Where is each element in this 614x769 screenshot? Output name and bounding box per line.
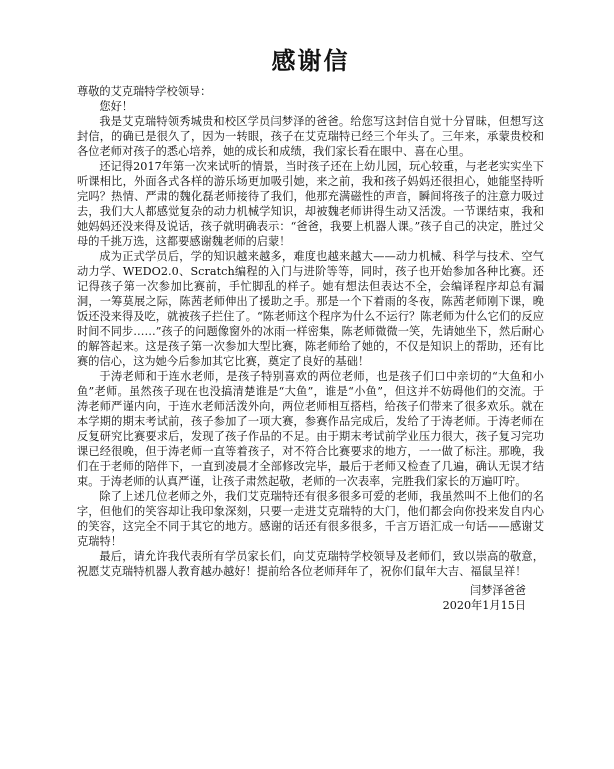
letter-body [77,114,544,579]
letter-paragraph: 最后，请允许我代表所有学员家长们，向艾克瑞特学校领导及老师们，致以崇高的敬意，祝愿艾克瑞特机器人教育越办越好！提前给各位老师拜年了，祝你们鼠年大吉、福鼠呈祥！ [77,550,544,578]
letter-date: 2020年1月15日 [442,599,526,612]
letter-paragraph: 还记得2017年第一次来试听的情景，当时孩子还在上幼儿园，玩心较重，与老老实实坐下听课相比，外面各式各样的游乐场更加吸引她，来之前，我和孩子妈妈还很担心，她能坚持听完吗？热情、严肃的魏化磊老师接待了我们，他那充满磁性的声音，瞬间将孩子的注意力吸过去，我们大人都感觉复杂的动力机械学知识，却被魏老师讲得生动又活泼。一节课结束，我和她妈妈还没来得及说话，孩子就明确表示：“爸爸，我要上机器人课。”孩子自己的决定，胜过父母的千挑万选，这都要感谢魏老师的启蒙！ [77,160,544,248]
letter-salutation: 尊敬的艾克瑞特学校领导： [77,85,212,98]
letter-paragraph: 于涛老师和于连水老师，是孩子特别喜欢的两位老师，也是孩子们口中亲切的“大鱼和小鱼”老师。虽然孩子现在也没搞清楚谁是“大鱼”，谁是“小鱼”，但这并不妨碍他们的交流。于涛老师严谨内向，于连水老师活泼外向，两位老师相互搭档，给孩子们带来了很多欢乐。就在本学期的期末考试前，孩子参加了一项大赛，参赛作品完成后，发给了于涛老师。于涛老师在反复研究比赛要求后，发现了孩子作品的不足。由于期末考试前学业压力很大，孩子复习完功课已经很晚，但于涛老师一直等着孩子，对不符合比赛要求的地方，一一做了标注。那晚，我们在于老师的陪伴下，一直到凌晨才全部修改完毕，最后于老师又检查了几遍，确认无误才结束。于涛老师的认真严谨，让孩子肃然起敬，老师的一次表率，完胜我们家长的万遍叮咛。 [77,370,544,488]
letter-paragraph: 除了上述几位老师之外，我们艾克瑞特还有很多很多可爱的老师，我虽然叫不上他们的名字，但他们的笑容却让我印象深刻，只要一走进艾克瑞特的大门，他们都会向你投来发自内心的笑容，这完全不同于其它的地方。感谢的话还有很多很多，千言万语汇成一句话——感谢艾克瑞特！ [77,490,544,548]
letter-paragraph: 成为正式学员后，学的知识越来越多，难度也越来越大——动力机械、科学与技术、空气动力学、WEDO2.0、Scratch编程的入门与进阶等等，同时，孩子也开始参加各种比赛。还记得孩子第一次参加比赛前，手忙脚乱的样子。她有想法但表达不全，会编译程序却总有漏洞，一筹莫展之际，陈茜老师伸出了援助之手。那是一个下着雨的冬夜，陈茜老师刚下课，晚饭还没来得及吃，就被孩子拦住了。“陈老师这个程序为什么不运行？陈老师为什么它们的反应时间不同步……”孩子的问题像窗外的冰雨一样密集，陈老师微微一笑，先请她坐下，然后耐心的解答起来。这是孩子第一次参加大型比赛，陈老师给了她的，不仅是知识上的帮助，还有比赛的信心，这为她今后参加其它比赛，奠定了良好的基础！ [77,250,544,368]
letter-signature: 闫梦泽爸爸 [470,584,526,597]
letter-title: 感谢信 [271,47,350,75]
letter-paragraph: 我是艾克瑞特领秀城贵和校区学员闫梦泽的爸爸。给您写这封信自觉十分冒昧，但想写这封信，的确已是很久了，因为一转眼，孩子在艾克瑞特已经三个年头了。三年来，承蒙贵校和各位老师对孩子的悉心培养，她的成长和成绩，我们家长看在眼中、喜在心里。 [77,115,544,158]
letter-greeting: 您好！ [99,100,133,113]
